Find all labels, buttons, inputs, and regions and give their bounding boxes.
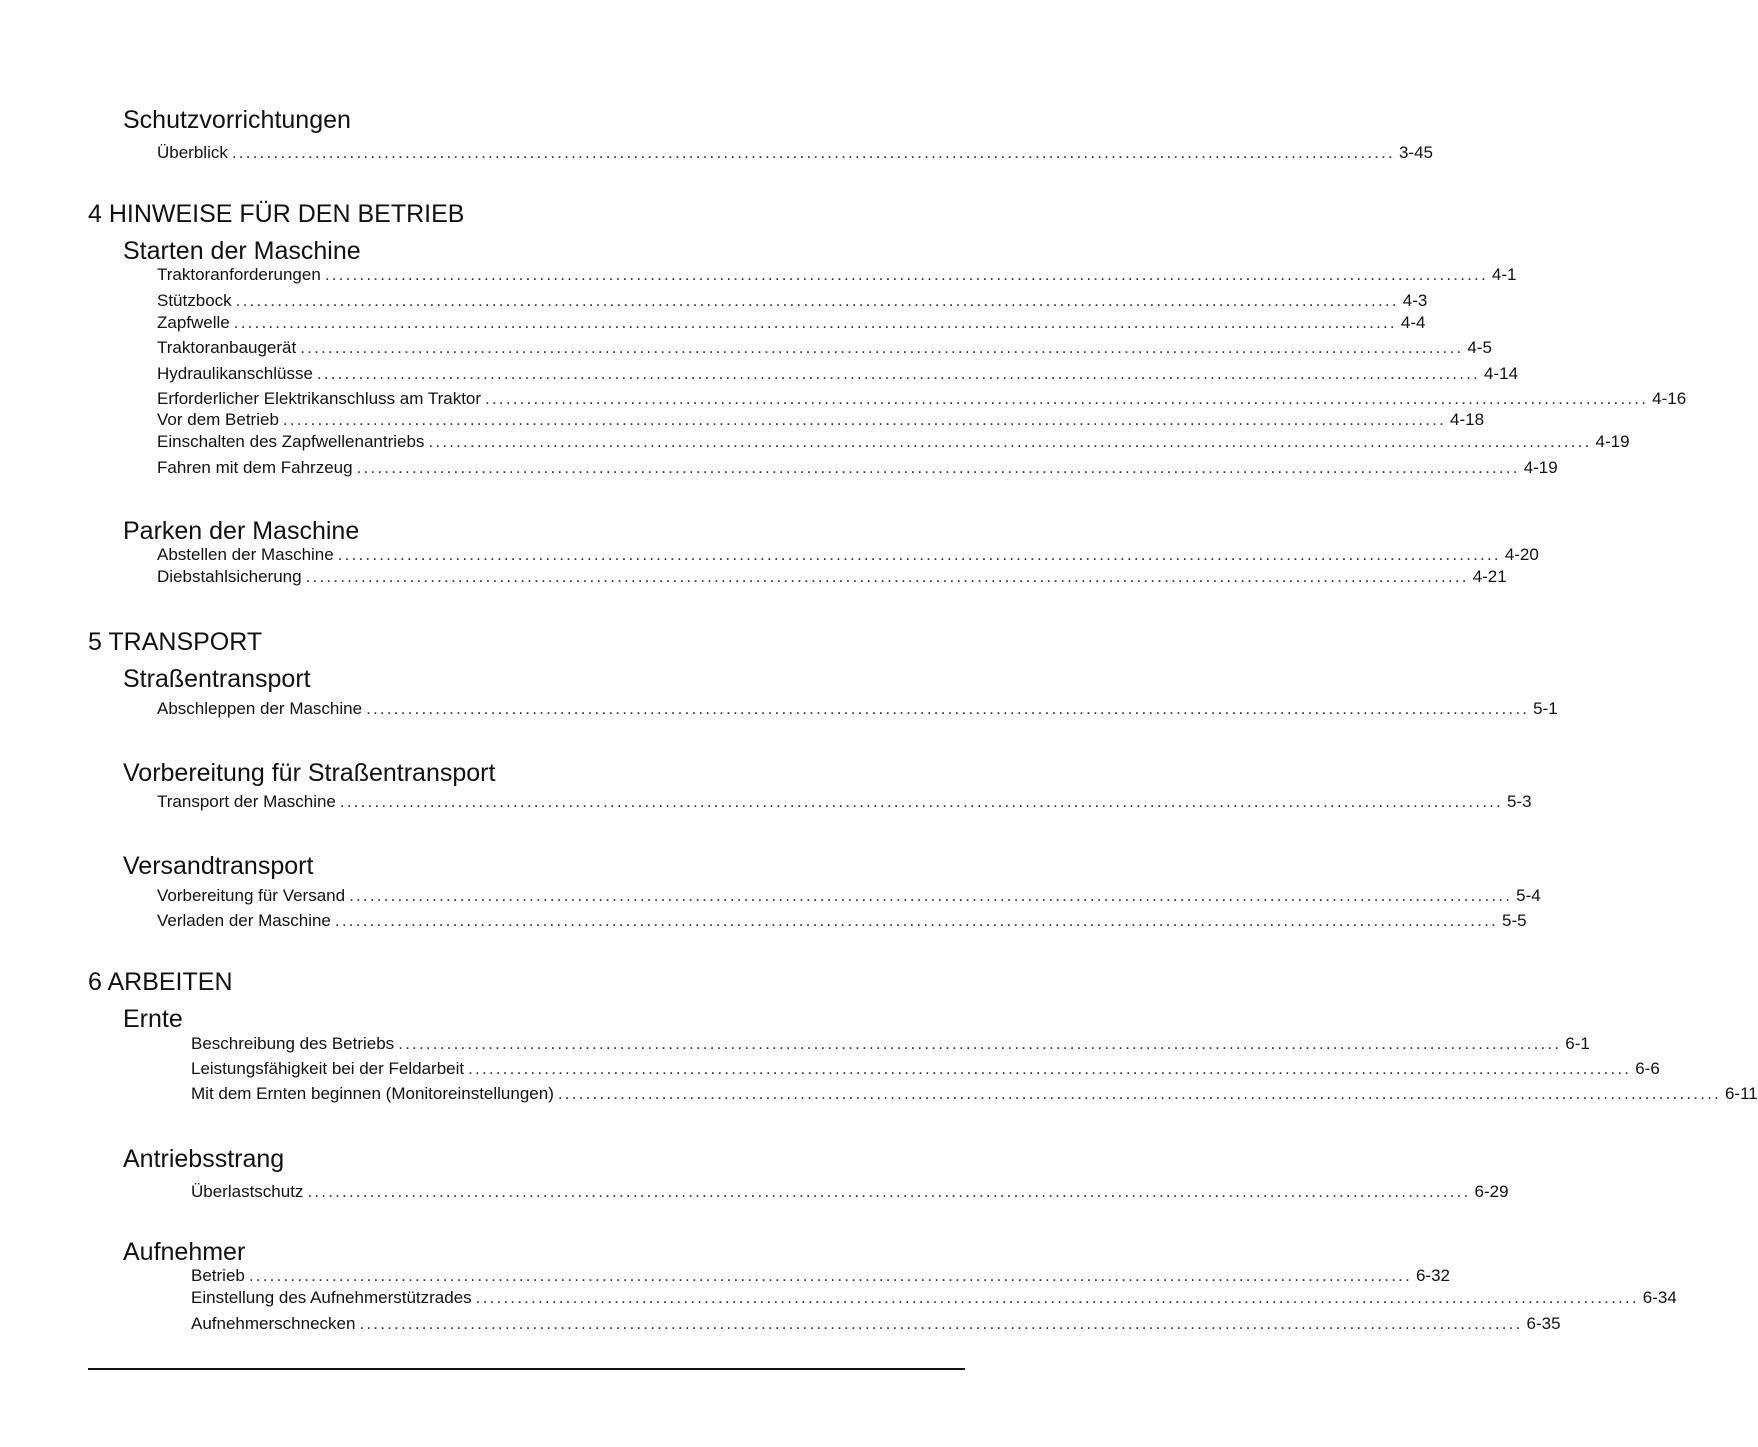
section-heading-ernte: Ernte (123, 1005, 183, 1033)
toc-entry-title: Erforderlicher Elektrikanschluss am Traktor (157, 389, 482, 408)
toc-entry-title: Verladen der Maschine (157, 911, 331, 930)
section-heading-antriebsstrang: Antriebsstrang (123, 1145, 285, 1173)
toc-entry-title: Traktoranbaugerät (157, 338, 297, 357)
toc-entry-title: Einstellung des Aufnehmerstützrades (191, 1288, 472, 1307)
toc-entry[interactable] (157, 143, 1433, 163)
toc-entry-page: 5-4 (1516, 886, 1541, 905)
dot-leader: ........................................................................................................................................................................ (366, 699, 1530, 718)
toc-entry-page: 4-21 (1472, 567, 1507, 586)
dot-leader: ........................................................................................................................................................................ (428, 432, 1592, 451)
toc-entry-title: Betrieb (191, 1266, 245, 1285)
dot-leader: ........................................................................................................................................................................ (334, 911, 1498, 930)
toc-entry-page: 4-19 (1595, 432, 1630, 451)
dot-leader: ........................................................................................................................................................................ (231, 143, 1395, 162)
section-heading-strassentransport: Straßentransport (123, 665, 311, 693)
toc-entry-title: Zapfwelle (157, 313, 230, 332)
dot-leader: ........................................................................................................................................................................ (359, 1314, 1523, 1333)
section-heading-aufnehmer: Aufnehmer (123, 1238, 246, 1266)
toc-entry-title: Traktoranforderungen (157, 265, 321, 284)
toc-entry[interactable] (157, 291, 1428, 311)
chapter-heading-4: 4 HINWEISE FÜR DEN BETRIEB (88, 200, 465, 228)
dot-leader: ........................................................................................................................................................................ (307, 1182, 1471, 1201)
toc-entry[interactable] (191, 1314, 1561, 1334)
section-heading-parken: Parken der Maschine (123, 517, 360, 545)
toc-entry-page: 6-34 (1642, 1288, 1677, 1307)
toc-entry-page: 4-14 (1484, 364, 1519, 383)
toc-entry-title: Aufnehmerschnecken (191, 1314, 356, 1333)
toc-entry-page: 3-45 (1398, 143, 1433, 162)
dot-leader: ........................................................................................................................................................................ (324, 265, 1488, 284)
footer-rule (88, 1368, 965, 1370)
dot-leader: ........................................................................................................................................................................ (349, 886, 1513, 905)
toc-entry-title: Beschreibung des Betriebs (191, 1034, 395, 1053)
toc-entry-page: 5-5 (1501, 911, 1527, 930)
dot-leader: ........................................................................................................................................................................ (235, 291, 1399, 310)
toc-entry-page: 4-3 (1402, 291, 1428, 310)
toc-entry-page: 4-18 (1450, 410, 1485, 429)
toc-entry-title: Mit dem Ernten beginnen (Monitoreinstellungen) (191, 1084, 554, 1103)
toc-entry-title: Überlastschutz (191, 1182, 304, 1201)
dot-leader: ........................................................................................................................................................................ (557, 1084, 1721, 1103)
toc-entry-title: Überblick (157, 143, 228, 162)
section-heading-schutzvorrichtungen: Schutzvorrichtungen (123, 106, 351, 134)
toc-entry[interactable] (191, 1084, 1758, 1104)
toc-entry[interactable] (157, 389, 1687, 409)
toc-entry-page: 6-35 (1526, 1314, 1561, 1333)
toc-entry-page: 5-3 (1506, 792, 1532, 811)
toc-entry-title: Abstellen der Maschine (157, 545, 334, 564)
toc-entry[interactable] (191, 1034, 1590, 1054)
toc-entry[interactable] (191, 1059, 1660, 1079)
toc-entry-page: 6-11 (1724, 1084, 1758, 1103)
chapter-heading-5: 5 TRANSPORT (88, 628, 263, 656)
toc-entry-title: Leistungsfähigkeit bei der Feldarbeit (191, 1059, 465, 1078)
dot-leader: ........................................................................................................................................................................ (316, 364, 1480, 383)
toc-entry-page: 6-32 (1415, 1266, 1450, 1285)
toc-entry-page: 4-1 (1491, 265, 1517, 284)
toc-entry[interactable] (157, 265, 1517, 285)
dot-leader: ........................................................................................................................................................................ (248, 1266, 1412, 1285)
toc-entry[interactable] (157, 432, 1630, 452)
toc-entry-page: 4-4 (1400, 313, 1426, 332)
dot-leader: ........................................................................................................................................................................ (233, 313, 1397, 332)
toc-entry[interactable] (157, 792, 1532, 812)
toc-entry-title: Abschleppen der Maschine (157, 699, 363, 718)
toc-entry-title: Transport der Maschine (157, 792, 336, 811)
toc-entry-title: Vorbereitung für Versand (157, 886, 346, 905)
section-heading-vorbereitung: Vorbereitung für Straßentransport (123, 759, 496, 787)
toc-entry[interactable] (157, 458, 1558, 478)
toc-entry-title: Diebstahlsicherung (157, 567, 302, 586)
toc-entry[interactable] (157, 313, 1426, 333)
toc-entry[interactable] (157, 545, 1539, 565)
section-heading-starten: Starten der Maschine (123, 237, 361, 265)
dot-leader: ........................................................................................................................................................................ (356, 458, 1520, 477)
toc-entry[interactable] (191, 1288, 1677, 1308)
dot-leader: ........................................................................................................................................................................ (398, 1034, 1562, 1053)
toc-entry-title: Stützbock (157, 291, 232, 310)
chapter-heading-6: 6 ARBEITEN (88, 968, 233, 996)
toc-entry[interactable] (157, 410, 1485, 430)
toc-entry-page: 6-1 (1565, 1034, 1590, 1053)
toc-entry[interactable] (157, 338, 1492, 358)
dot-leader: ........................................................................................................................................................................ (485, 389, 1649, 408)
toc-entry[interactable] (157, 364, 1519, 384)
dot-leader: ........................................................................................................................................................................ (282, 410, 1446, 429)
toc-entry-title: Fahren mit dem Fahrzeug (157, 458, 353, 477)
toc-entry[interactable] (191, 1266, 1450, 1286)
toc-entry[interactable] (157, 699, 1558, 719)
toc-entry[interactable] (191, 1182, 1509, 1202)
dot-leader: ........................................................................................................................................................................ (475, 1288, 1639, 1307)
toc-entry-page: 4-20 (1504, 545, 1539, 564)
toc-entry[interactable] (157, 886, 1541, 906)
toc-entry-title: Einschalten des Zapfwellenantriebs (157, 432, 425, 451)
toc-entry-page: 6-29 (1474, 1182, 1509, 1201)
section-heading-versandtransport: Versandtransport (123, 852, 314, 880)
dot-leader: ........................................................................................................................................................................ (305, 567, 1469, 586)
toc-entry-page: 4-16 (1652, 389, 1687, 408)
toc-entry-title: Hydraulikanschlüsse (157, 364, 313, 383)
dot-leader: ........................................................................................................................................................................ (339, 792, 1503, 811)
dot-leader: ........................................................................................................................................................................ (468, 1059, 1632, 1078)
toc-entry-page: 6-6 (1635, 1059, 1660, 1078)
toc-entry[interactable] (157, 567, 1507, 587)
dot-leader: ........................................................................................................................................................................ (337, 545, 1501, 564)
toc-entry-page: 5-1 (1533, 699, 1558, 718)
toc-entry-title: Vor dem Betrieb (157, 410, 279, 429)
toc-entry[interactable] (157, 911, 1527, 931)
toc-entry-page: 4-19 (1523, 458, 1558, 477)
dot-leader: ........................................................................................................................................................................ (300, 338, 1464, 357)
toc-entry-page: 4-5 (1467, 338, 1492, 357)
